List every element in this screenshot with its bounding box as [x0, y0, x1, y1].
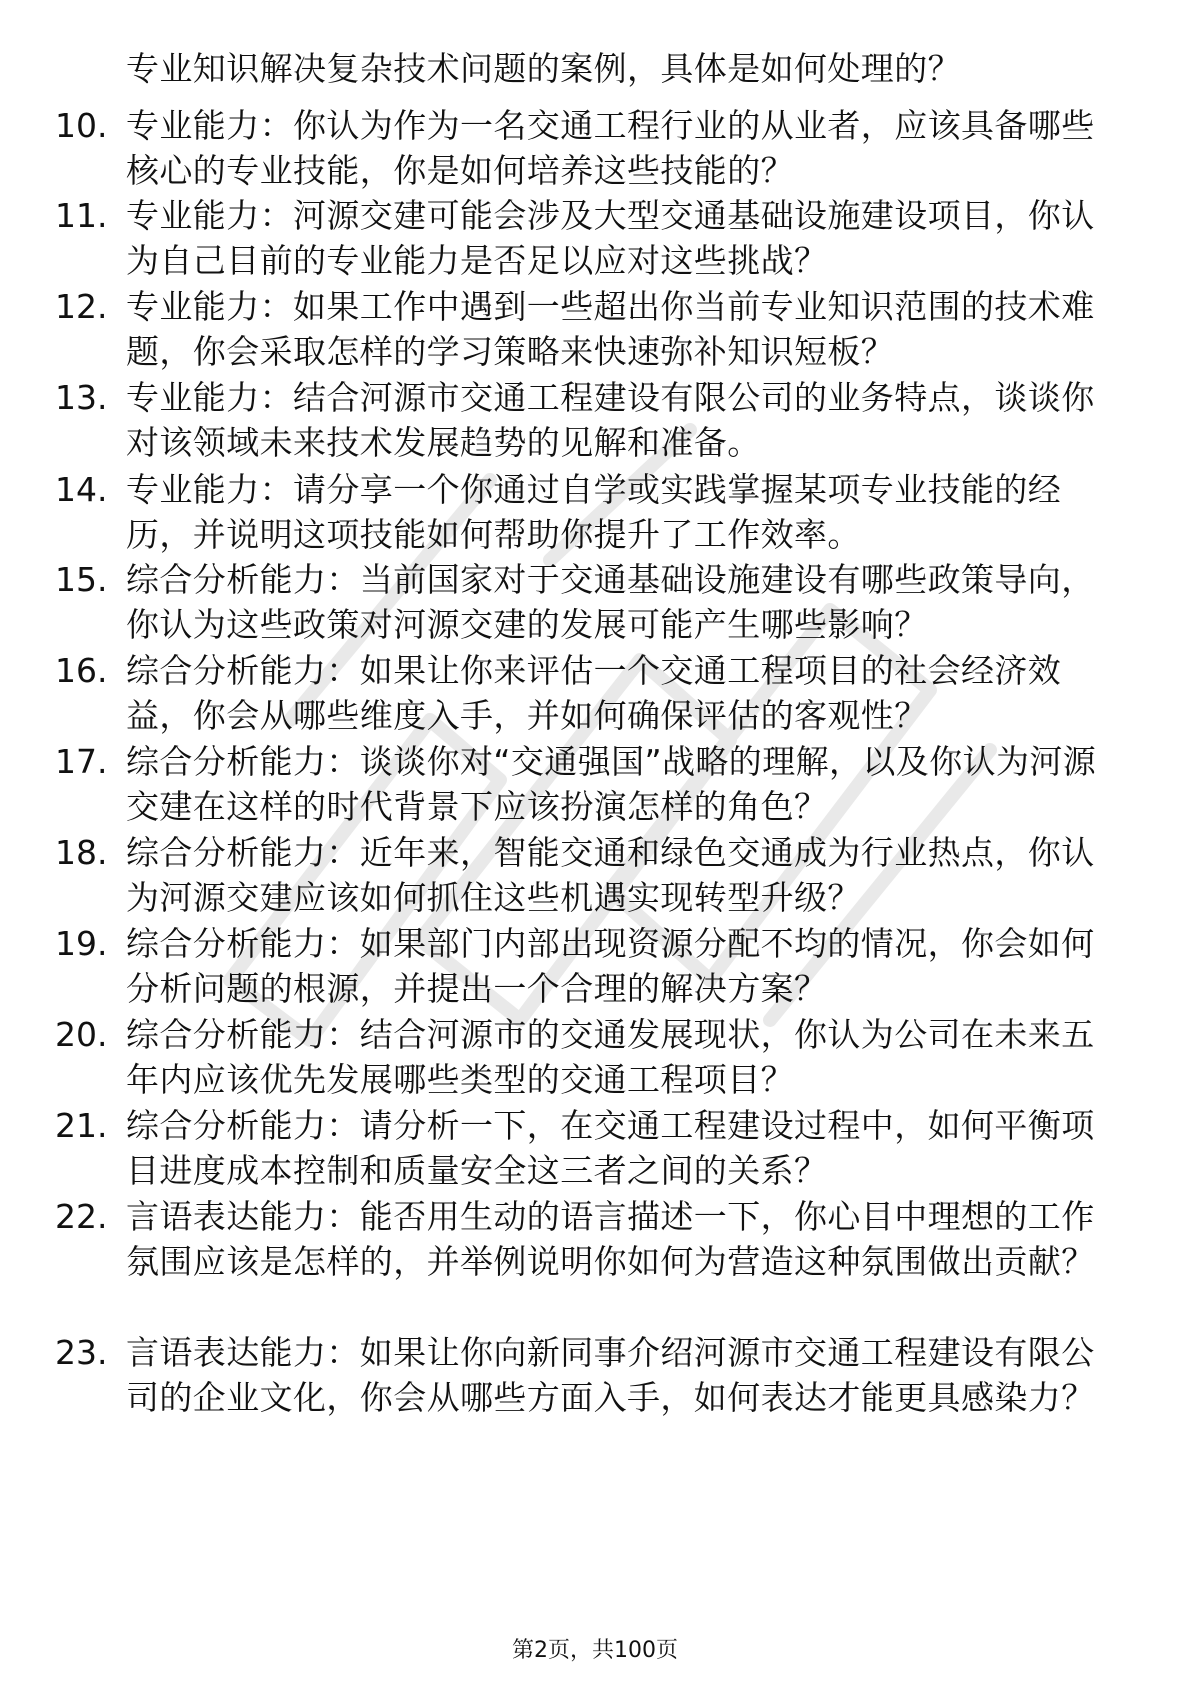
- question-text: 综合分析能力：当前国家对于交通基础设施建设有哪些政策导向，你认为这些政策对河源交建的发展可能产生哪些影响？: [126, 560, 1095, 644]
- question-text: 综合分析能力：谈谈你对“交通强国”战略的理解，以及你认为河源交建在这样的时代背景下应该扮演怎样的角色？: [126, 742, 1097, 826]
- question-text: 专业能力：结合河源市交通工程建设有限公司的业务特点，谈谈你对该领域未来技术发展趋势的见解和准备。: [126, 378, 1095, 462]
- question-text: 综合分析能力：如果部门内部出现资源分配不均的情况，你会如何分析问题的根源，并提出一个合理的解决方案？: [126, 924, 1095, 1008]
- question-number: 19.: [55, 924, 108, 963]
- question-number: 20.: [55, 1015, 108, 1054]
- question-number: 13.: [55, 378, 108, 417]
- question-number: 22.: [55, 1197, 108, 1236]
- question-number: 21.: [55, 1106, 108, 1145]
- question-text: 专业能力：如果工作中遇到一些超出你当前专业知识范围的技术难题，你会采取怎样的学习策略来快速弥补知识短板？: [126, 287, 1095, 371]
- question-text: 综合分析能力：结合河源市的交通发展现状，你认为公司在未来五年内应该优先发展哪些类型的交通工程项目？: [126, 1015, 1095, 1099]
- question-text: 综合分析能力：近年来，智能交通和绿色交通成为行业热点，你认为河源交建应该如何抓住这些机遇实现转型升级？: [126, 833, 1095, 917]
- question-number: 23.: [55, 1333, 108, 1372]
- continued-question-text: 专业知识解决复杂技术问题的案例，具体是如何处理的？: [126, 49, 961, 88]
- question-number: 12.: [55, 287, 108, 326]
- question-number: 16.: [55, 651, 108, 690]
- question-text: 综合分析能力：请分析一下，在交通工程建设过程中，如何平衡项目进度成本控制和质量安全这三者之间的关系？: [126, 1106, 1095, 1190]
- question-number: 14.: [55, 470, 108, 509]
- question-text: 专业能力：请分享一个你通过自学或实践掌握某项专业技能的经历，并说明这项技能如何帮助你提升了工作效率。: [126, 470, 1062, 554]
- question-number: 10.: [55, 106, 108, 145]
- question-text: 专业能力：河源交建可能会涉及大型交通基础设施建设项目，你认为自己目前的专业能力是否足以应对这些挑战？: [126, 196, 1095, 280]
- page-number-footer: 第2页，共100页: [512, 1638, 678, 1663]
- question-text: 综合分析能力：如果让你来评估一个交通工程项目的社会经济效益，你会从哪些维度入手，并如何确保评估的客观性？: [126, 651, 1062, 735]
- question-number: 11.: [55, 196, 108, 235]
- question-number: 17.: [55, 742, 108, 781]
- question-text: 言语表达能力：能否用生动的语言描述一下，你心目中理想的工作氛围应该是怎样的，并举例说明你如何为营造这种氛围做出贡献？: [126, 1197, 1095, 1281]
- question-number: 18.: [55, 833, 108, 872]
- question-text: 专业能力：你认为作为一名交通工程行业的从业者，应该具备哪些核心的专业技能，你是如何培养这些技能的？: [126, 106, 1095, 190]
- question-number: 15.: [55, 560, 108, 599]
- question-text: 言语表达能力：如果让你向新同事介绍河源市交通工程建设有限公司的企业文化，你会从哪些方面入手，如何表达才能更具感染力？: [126, 1333, 1095, 1417]
